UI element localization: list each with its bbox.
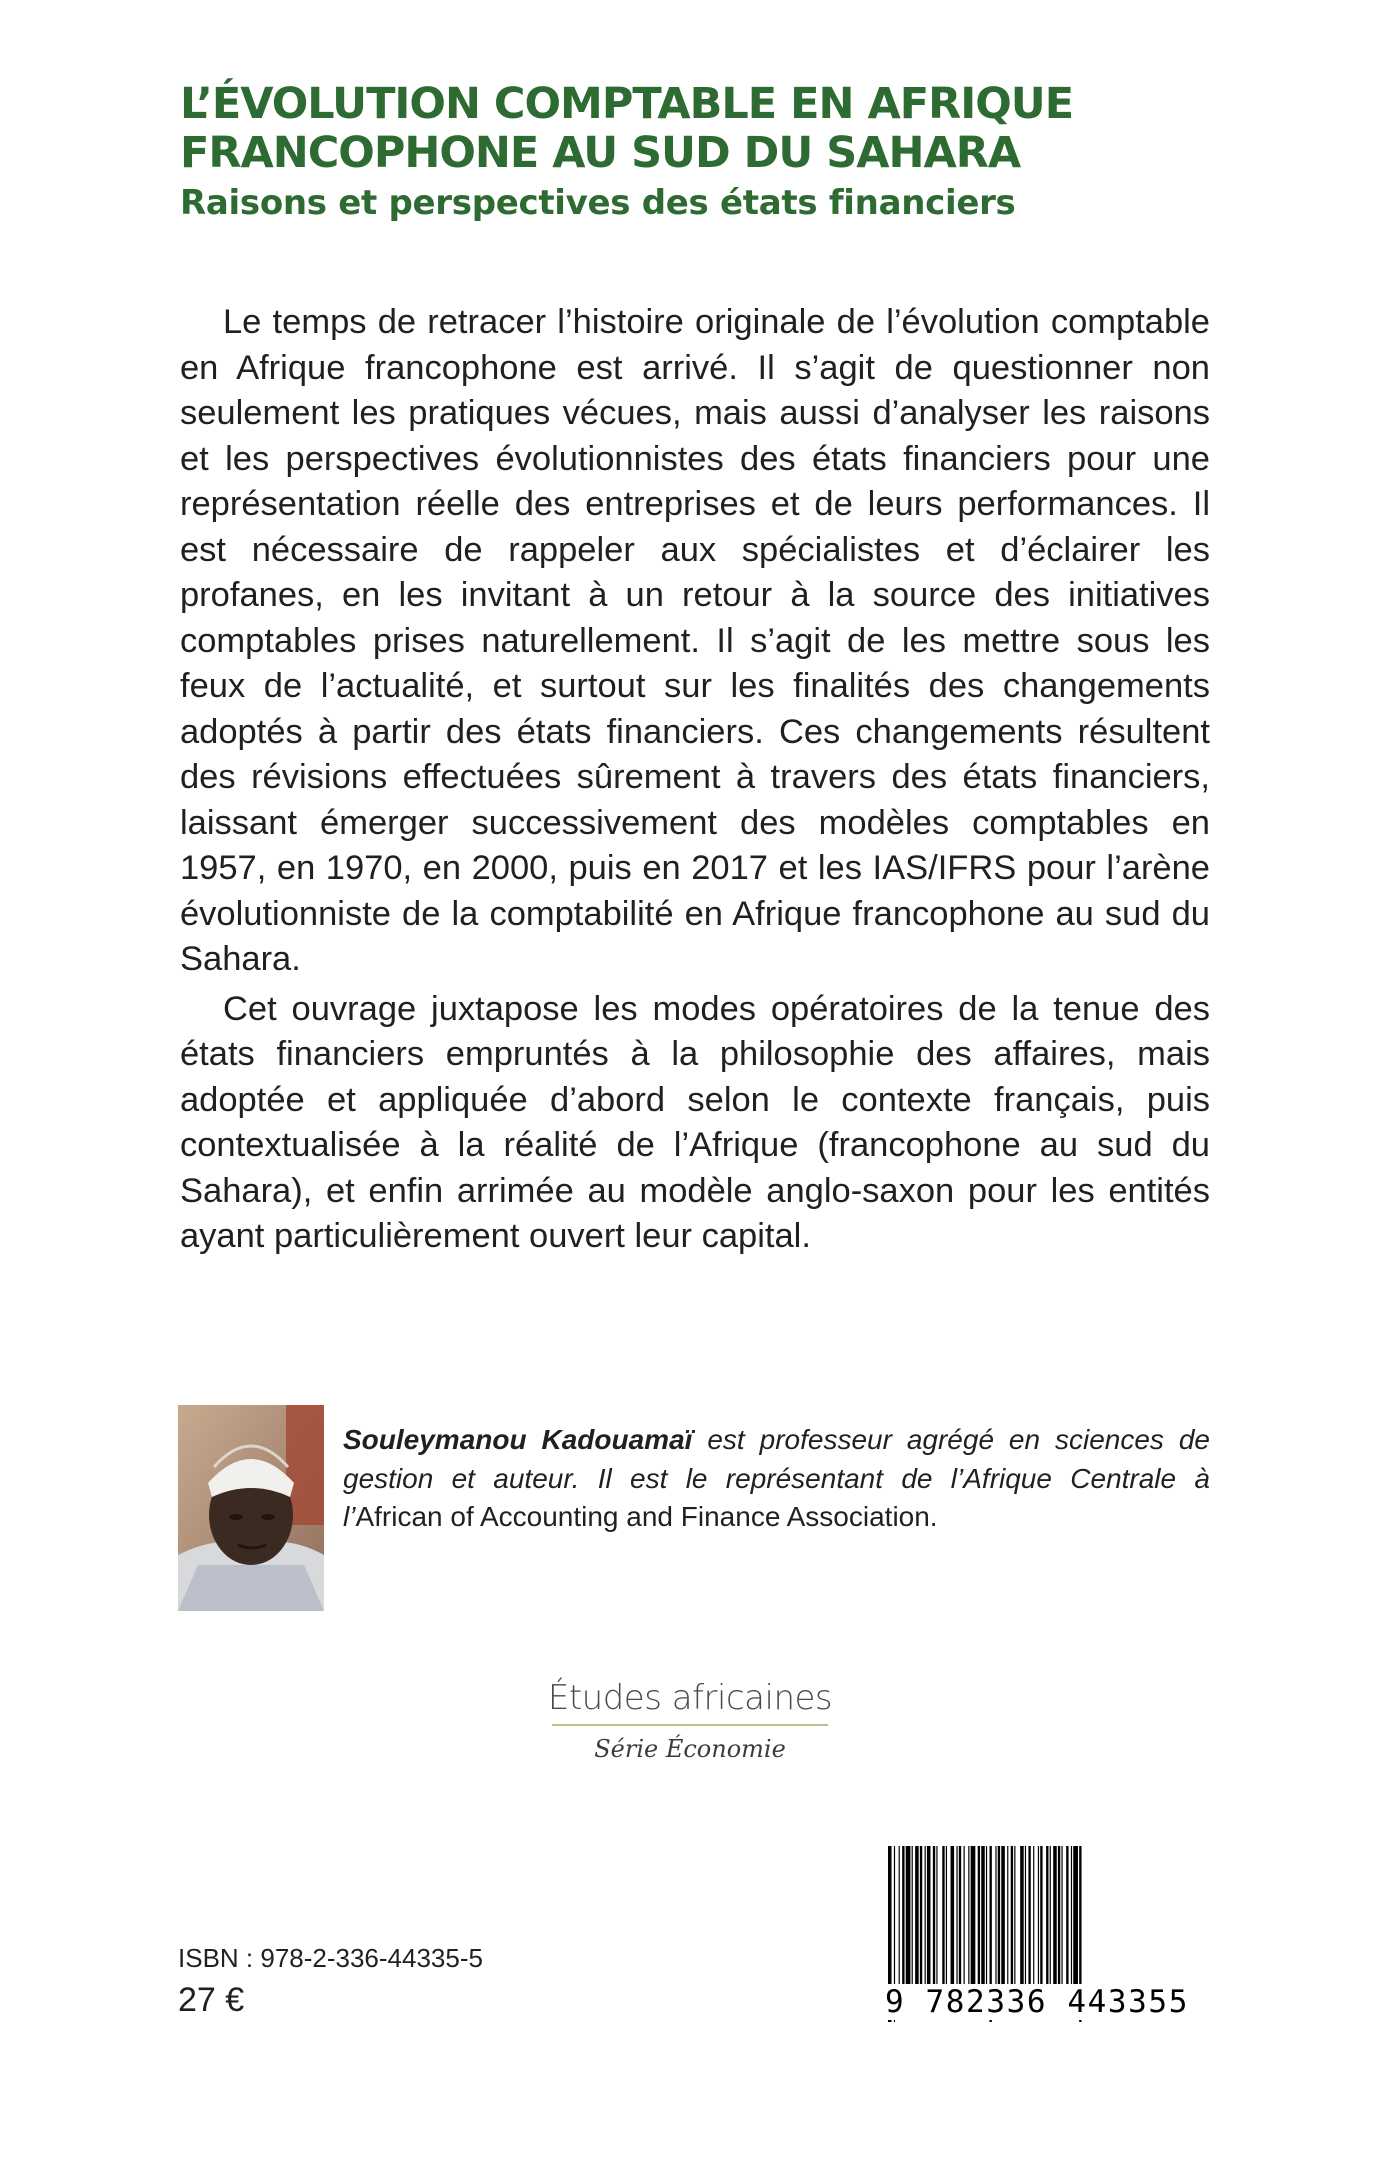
barcode-bar [927, 1846, 931, 1988]
isbn-label: ISBN : 978-2-336-44335-5 [178, 1943, 483, 1973]
barcode-bar [1046, 1846, 1048, 1988]
barcode-bar [1011, 1846, 1013, 1988]
barcode-bar [1050, 1846, 1051, 1988]
book-title-line-2: FRANCOPHONE AU SUD DU SAHARA [180, 128, 1021, 178]
barcode-bar [920, 1846, 922, 1988]
barcode-bar [1001, 1846, 1005, 1988]
series-logo [540, 1678, 840, 1764]
series-divider [552, 1724, 828, 1726]
barcode-bar [933, 1846, 935, 1988]
barcode-bar [936, 1846, 937, 1988]
barcode-bar [986, 1846, 987, 1988]
barcode-bar [899, 1846, 900, 1988]
author-bio-text: est professeur agrégé en sciences de gestion et auteur. Il est le représentant de l’Afrique Centrale à l’ [343, 1424, 1210, 1532]
price-label: 27 € [178, 1981, 245, 2019]
barcode-bar [1007, 1846, 1008, 1988]
author-portrait-icon [178, 1405, 324, 1611]
barcode-bar [978, 1846, 980, 1988]
back-cover-summary [180, 300, 1210, 1264]
book-title-line-1: L’ÉVOLUTION COMPTABLE EN AFRIQUE [180, 79, 1074, 129]
barcode-bar [1073, 1846, 1078, 1988]
author-photo [178, 1405, 324, 1611]
barcode-bar [1038, 1846, 1039, 1988]
book-subtitle: Raisons et perspectives des états financiers [180, 183, 1016, 223]
barcode-bar [946, 1846, 947, 1988]
barcode-bar [956, 1846, 957, 1988]
barcode-bar [902, 1846, 904, 1988]
barcode-bar [981, 1846, 985, 1988]
barcode-bar [915, 1846, 919, 1988]
barcode-bar [1058, 1846, 1060, 1988]
barcode-bar [964, 1846, 965, 1988]
barcode-bar [1033, 1846, 1034, 1988]
barcode-bar [1040, 1846, 1042, 1988]
barcode-bar [995, 1846, 996, 1988]
barcode-bar [912, 1846, 913, 1988]
author-association: African of Accounting and Finance Association. [355, 1501, 938, 1532]
barcode-bar [1053, 1846, 1057, 1988]
barcode-bar [1020, 1846, 1024, 1988]
barcode-bar [1061, 1846, 1062, 1988]
barcode-bar [942, 1846, 944, 1988]
barcode-bar [1066, 1846, 1068, 1988]
barcode-bar [971, 1846, 976, 1988]
barcode-bar [951, 1846, 955, 1988]
barcode-bar [906, 1846, 911, 1988]
author-name: Souleymanou Kadouamaï [343, 1424, 693, 1455]
barcode-digits: 9 782336 443355 [885, 1984, 1189, 2020]
summary-paragraph-2: Cet ouvrage juxtapose les modes opératoires de la tenue des états financiers empruntés à la philosophie des affaires, mais adoptée et appliquée d’abord selon le contexte français, puis contextualisée à la réalité de l’Afrique (francophone au sud du Sahara), et enfin arrimée au modèle anglo-saxon pour les entités ayant particulièrement ouvert leur capital. [180, 989, 1210, 1255]
book-title [180, 80, 1280, 178]
barcode-bar [925, 1846, 926, 1988]
barcode-bar [998, 1846, 1000, 1988]
series-name: Études africaines [547, 1678, 833, 1718]
author-bio [343, 1421, 1210, 1537]
barcode-bar [1014, 1846, 1015, 1988]
barcode-bar [959, 1846, 961, 1988]
summary-paragraph-1: Le temps de retracer l’histoire originale de l’évolution comptable en Afrique francophone est arrivé. Il s’agit de questionner non seulement les pratiques vécues, mais aussi d’analyser les raisons et les perspectives évolutionnistes des états financiers pour une représentation réelle des entreprises et de leurs performances. Il est nécessaire de rappeler aux spécialistes et d’éclairer les profanes, en les invitant à un retour à la source des initiatives comptables prises naturellement. Il s’agit de les mettre sous les feux de l’actualité, et surtout sur les finalités des changements adoptés à partir des états financiers. Ces changements résultent des révisions effectuées sûrement à travers des états financiers, laissant émerger successivement des modèles comptables en 1957, en 1970, en 2000, puis en 2017 et les IAS/IFRS pour l’arène évolutionniste de la comptabilité en Afrique francophone au sud du Sahara. [180, 303, 1210, 978]
series-subseries: Série Économie [594, 1735, 786, 1763]
barcode-number [884, 1984, 1209, 2020]
barcode-bar [1025, 1846, 1026, 1988]
barcode-bar [1028, 1846, 1030, 1988]
barcode-bar [968, 1846, 969, 1988]
barcode-bar [1071, 1846, 1072, 1988]
